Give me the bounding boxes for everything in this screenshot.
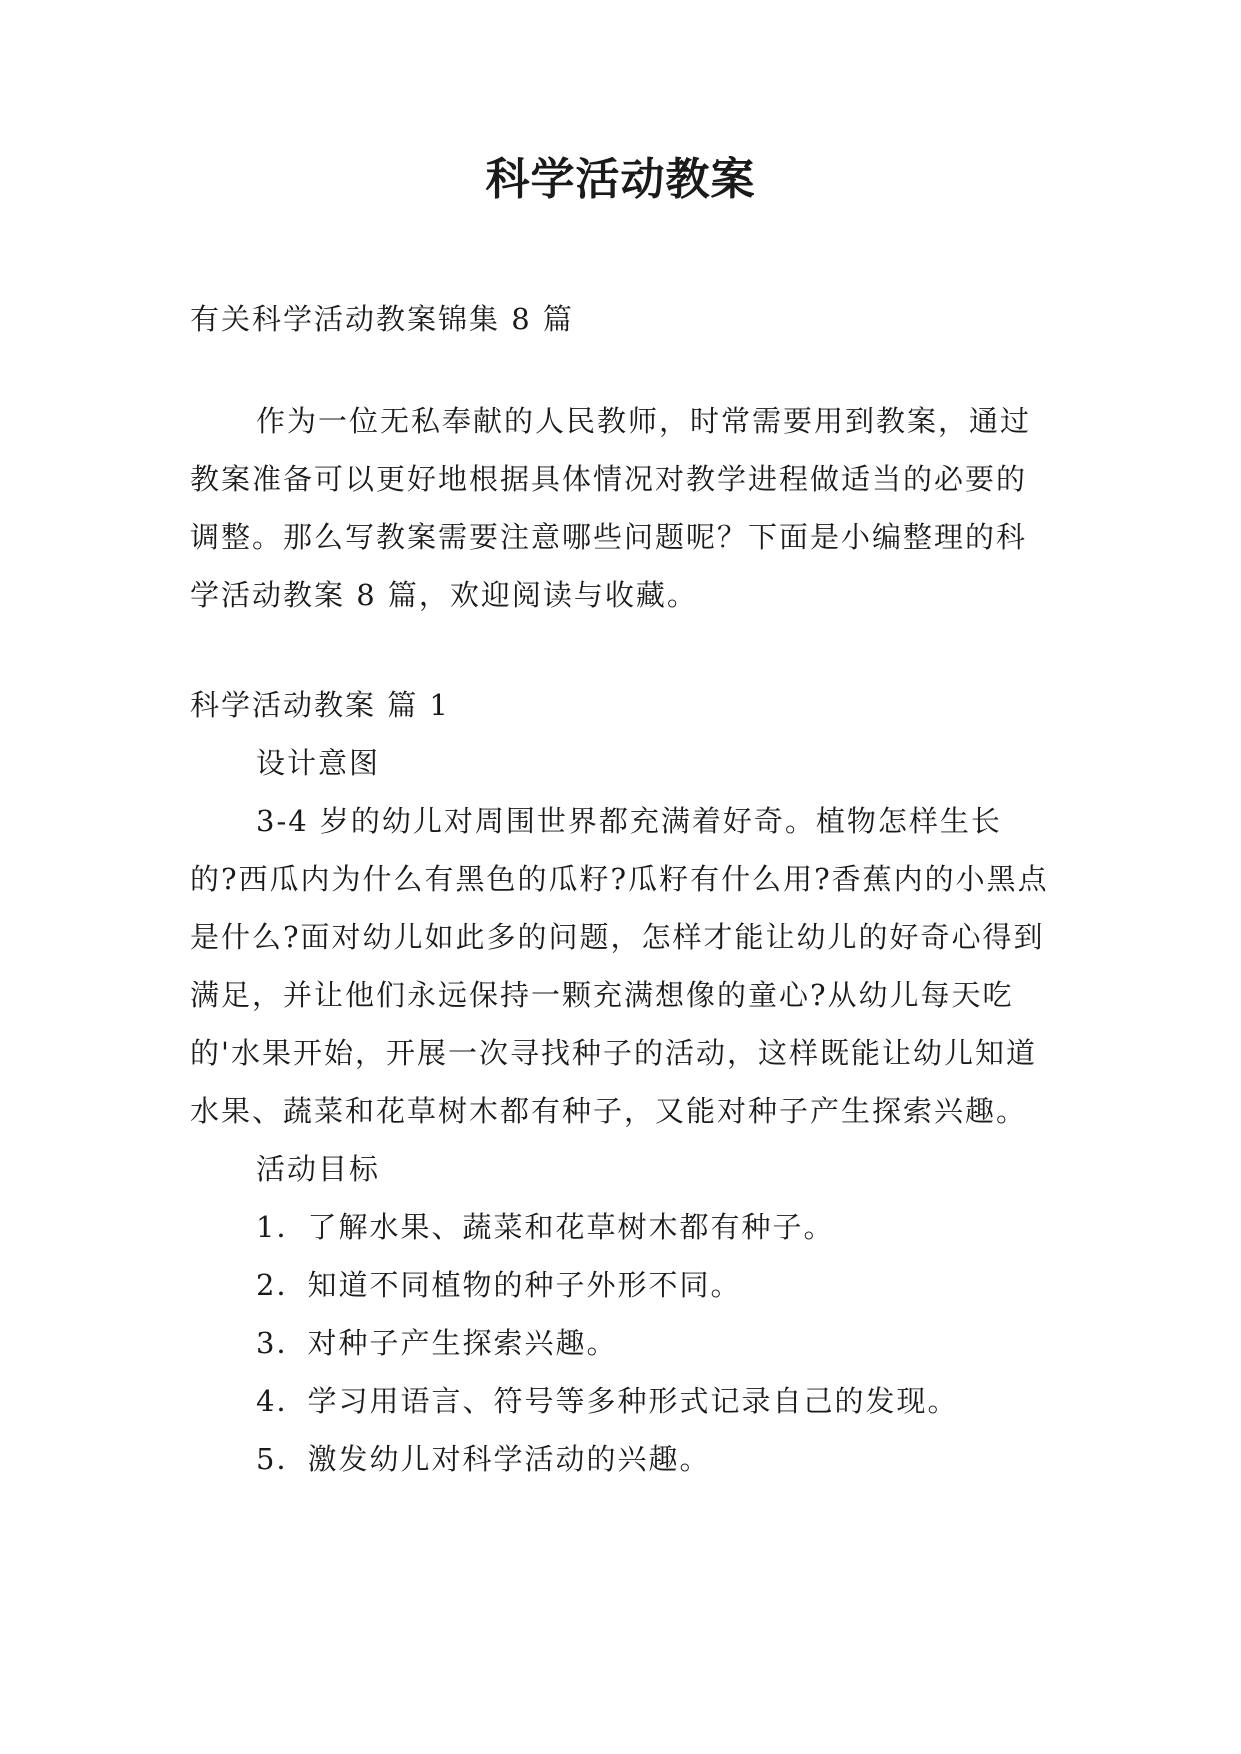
document-body: [190, 290, 1050, 1488]
design-heading: 设计意图: [256, 746, 381, 780]
goal-item: 2．知道不同植物的种子外形不同。: [256, 1268, 742, 1302]
goal-item: 5．激发幼儿对科学活动的兴趣。: [256, 1442, 711, 1476]
intro-paragraph: 作为一位无私奉献的人民教师，时常需要用到教案，通过教案准备可以更好地根据具体情况对教学进程做适当的必要的调整。那么写教案需要注意哪些问题呢？下面是小编整理的科学活动教案 8 篇，欢迎阅读与收藏。: [190, 404, 1032, 612]
goal-item: 3．对种子产生探索兴趣。: [256, 1326, 618, 1360]
document-subtitle: 有关科学活动教案锦集 8 篇: [190, 302, 574, 336]
design-paragraph: 3-4 岁的幼儿对周围世界都充满着好奇。植物怎样生长的?西瓜内为什么有黑色的瓜籽?瓜籽有什么用?香蕉内的小黑点是什么?面对幼儿如此多的问题，怎样才能让幼儿的好奇心得到满足，并让他们永远保持一颗充满想像的童心?从幼儿每天吃的'水果开始，开展一次寻找种子的活动，这样既能让幼儿知道水果、蔬菜和花草树木都有种子，又能对种子产生探索兴趣。: [190, 804, 1049, 1128]
section-heading: 科学活动教案 篇 1: [190, 688, 450, 722]
document-title: 科学活动教案: [485, 154, 756, 205]
goal-item: 1．了解水果、蔬菜和花草树木都有种子。: [256, 1210, 835, 1244]
goals-heading: 活动目标: [256, 1152, 381, 1186]
goal-item: 4．学习用语言、符号等多种形式记录自己的发现。: [256, 1384, 959, 1418]
